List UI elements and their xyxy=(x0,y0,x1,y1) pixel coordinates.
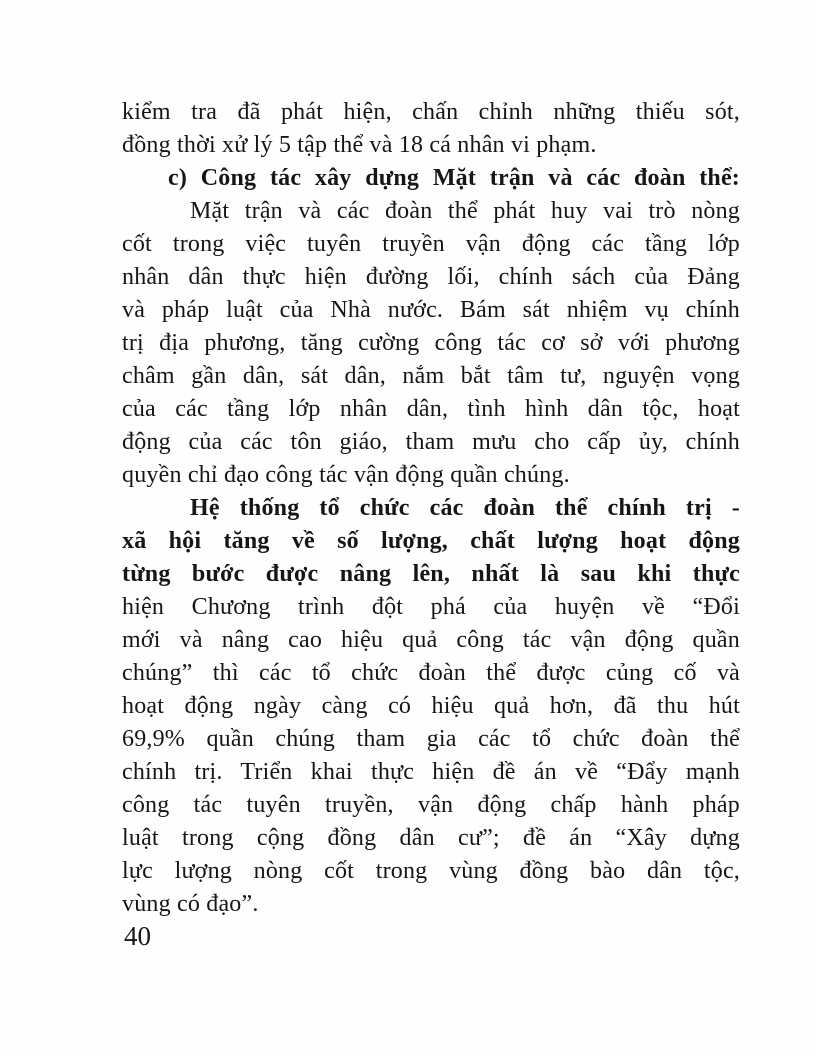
text-line: trị địa phương, tăng cường công tác cơ sở với phương xyxy=(122,330,740,356)
text-line: lực lượng nòng cốt trong vùng đồng bào dân tộc, xyxy=(122,858,740,884)
text-line: đồng thời xử lý 5 tập thể và 18 cá nhân vi phạm. xyxy=(122,132,597,158)
section-heading-line: c) Công tác xây dựng Mặt trận và các đoàn thể: xyxy=(168,165,740,191)
text-line: chúng” thì các tổ chức đoàn thể được củng cố và xyxy=(122,660,740,686)
text-line: từng bước được nâng lên, nhất là sau khi thực xyxy=(122,561,740,587)
page-body-text xyxy=(122,96,740,921)
text-line: hoạt động ngày càng có hiệu quả hơn, đã thu hút xyxy=(122,693,740,719)
text-line: mới và nâng cao hiệu quả công tác vận động quần xyxy=(122,627,740,653)
text-line: Hệ thống tổ chức các đoàn thể chính trị - xyxy=(190,495,740,521)
text-line: xã hội tăng về số lượng, chất lượng hoạt động xyxy=(122,528,740,554)
text-line: luật trong cộng đồng dân cư”; đề án “Xây dựng xyxy=(122,825,740,851)
text-line: Mặt trận và các đoàn thể phát huy vai trò nòng xyxy=(190,198,740,224)
text-line: chính trị. Triển khai thực hiện đề án về “Đẩy mạnh xyxy=(122,759,740,785)
text-line: và pháp luật của Nhà nước. Bám sát nhiệm vụ chính xyxy=(122,297,740,323)
text-line: vùng có đạo”. xyxy=(122,891,259,917)
page-number: 40 xyxy=(124,921,151,951)
text-line: hiện Chương trình đột phá của huyện về “Đổi xyxy=(122,594,740,620)
text-line: 69,9% quần chúng tham gia các tổ chức đoàn thể xyxy=(122,726,740,752)
text-line: kiểm tra đã phát hiện, chấn chỉnh những thiếu sót, xyxy=(122,99,740,125)
text-line: động của các tôn giáo, tham mưu cho cấp ủy, chính xyxy=(122,429,740,455)
text-line: của các tầng lớp nhân dân, tình hình dân tộc, hoạt xyxy=(122,396,740,422)
text-line: quyền chỉ đạo công tác vận động quần chúng. xyxy=(122,462,570,488)
text-line: công tác tuyên truyền, vận động chấp hành pháp xyxy=(122,792,740,818)
text-line: nhân dân thực hiện đường lối, chính sách của Đảng xyxy=(122,264,740,290)
text-line: châm gần dân, sát dân, nắm bắt tâm tư, nguyện vọng xyxy=(122,363,740,389)
text-line: cốt trong việc tuyên truyền vận động các tầng lớp xyxy=(122,231,740,257)
